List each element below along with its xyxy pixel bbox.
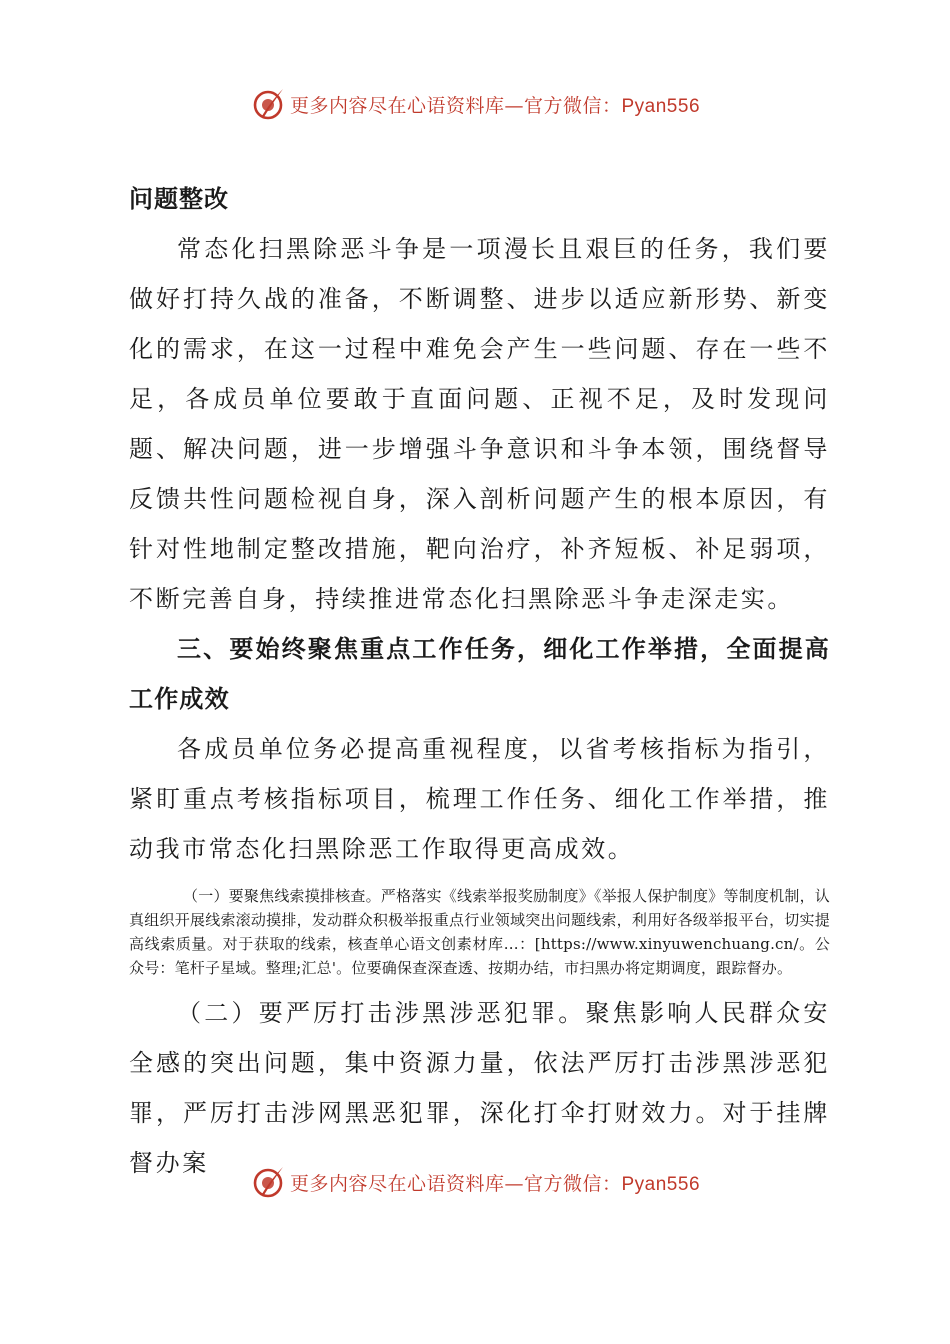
watermark-wechat-id: Pyan556 [621, 1173, 701, 1195]
quill-logo-icon [250, 86, 286, 122]
header-watermark [0, 82, 950, 126]
section-heading-three: 三、要始终聚焦重点工作任务，细化工作举措，全面提高工作成效 [129, 634, 830, 713]
watermark-wechat-id: Pyan556 [621, 95, 701, 117]
watermark-brand: 更多内容尽在心语资料库 [289, 94, 505, 117]
paragraph-rectification: 常态化扫黑除恶斗争是一项漫长且艰巨的任务，我们要做好打持久战的准备，不断调整、进步以适应新形势、新变化的需求，在这一过程中难免会产生一些问题、存在一些不足，各成员单位要敢于直面问题、正视不足，及时发现问题、解决问题，进一步增强斗争意识和斗争本领，围绕督导反馈共性问题检视自身，深入剖析问题产生的根本原因，有针对性地制定整改措施，靶向治疗，补齐短板、补足弱项，不断完善自身，持续推进常态化扫黑除恶斗争走深走实。 [129, 235, 830, 613]
watermark-wechat-label: 官方微信： [523, 94, 622, 117]
quill-logo-icon [250, 1164, 286, 1200]
paragraph-clue-investigation: （一）要聚焦线索摸排核查。严格落实《线索举报奖励制度》《举报人保护制度》等制度机制，认真组织开展线索滚动摸排，发动群众积极举报重点行业领域突出问题线索，利用好各级举报平台，切实提高线索质量。对于获取的线索，核查单心语文创素材库…：[https://www.xinyuwenchuang.cn/。公众号：笔杆子星域。整理;汇总'。位要确保查深查透、按期办结，市扫黑办将定期调度，跟踪督办。 [129, 887, 830, 977]
document-body [129, 174, 830, 1188]
footer-watermark [0, 1160, 950, 1204]
watermark-separator: — [504, 1172, 524, 1195]
watermark-brand: 更多内容尽在心语资料库 [289, 1172, 505, 1195]
paragraph-crackdown: （二）要严厉打击涉黑涉恶犯罪。聚焦影响人民群众安全感的突出问题，集中资源力量，依法严厉打击涉黑涉恶犯罪，严厉打击涉网黑恶犯罪，深化打伞打财效力。对于挂牌督办案 [129, 999, 830, 1177]
watermark-wechat-label: 官方微信： [523, 1172, 622, 1195]
section-title: 问题整改 [129, 184, 229, 213]
paragraph-key-tasks: 各成员单位务必提高重视程度，以省考核指标为指引，紧盯重点考核指标项目，梳理工作任务、细化工作举措，推动我市常态化扫黑除恶工作取得更高成效。 [129, 735, 830, 863]
watermark-separator: — [504, 94, 524, 117]
